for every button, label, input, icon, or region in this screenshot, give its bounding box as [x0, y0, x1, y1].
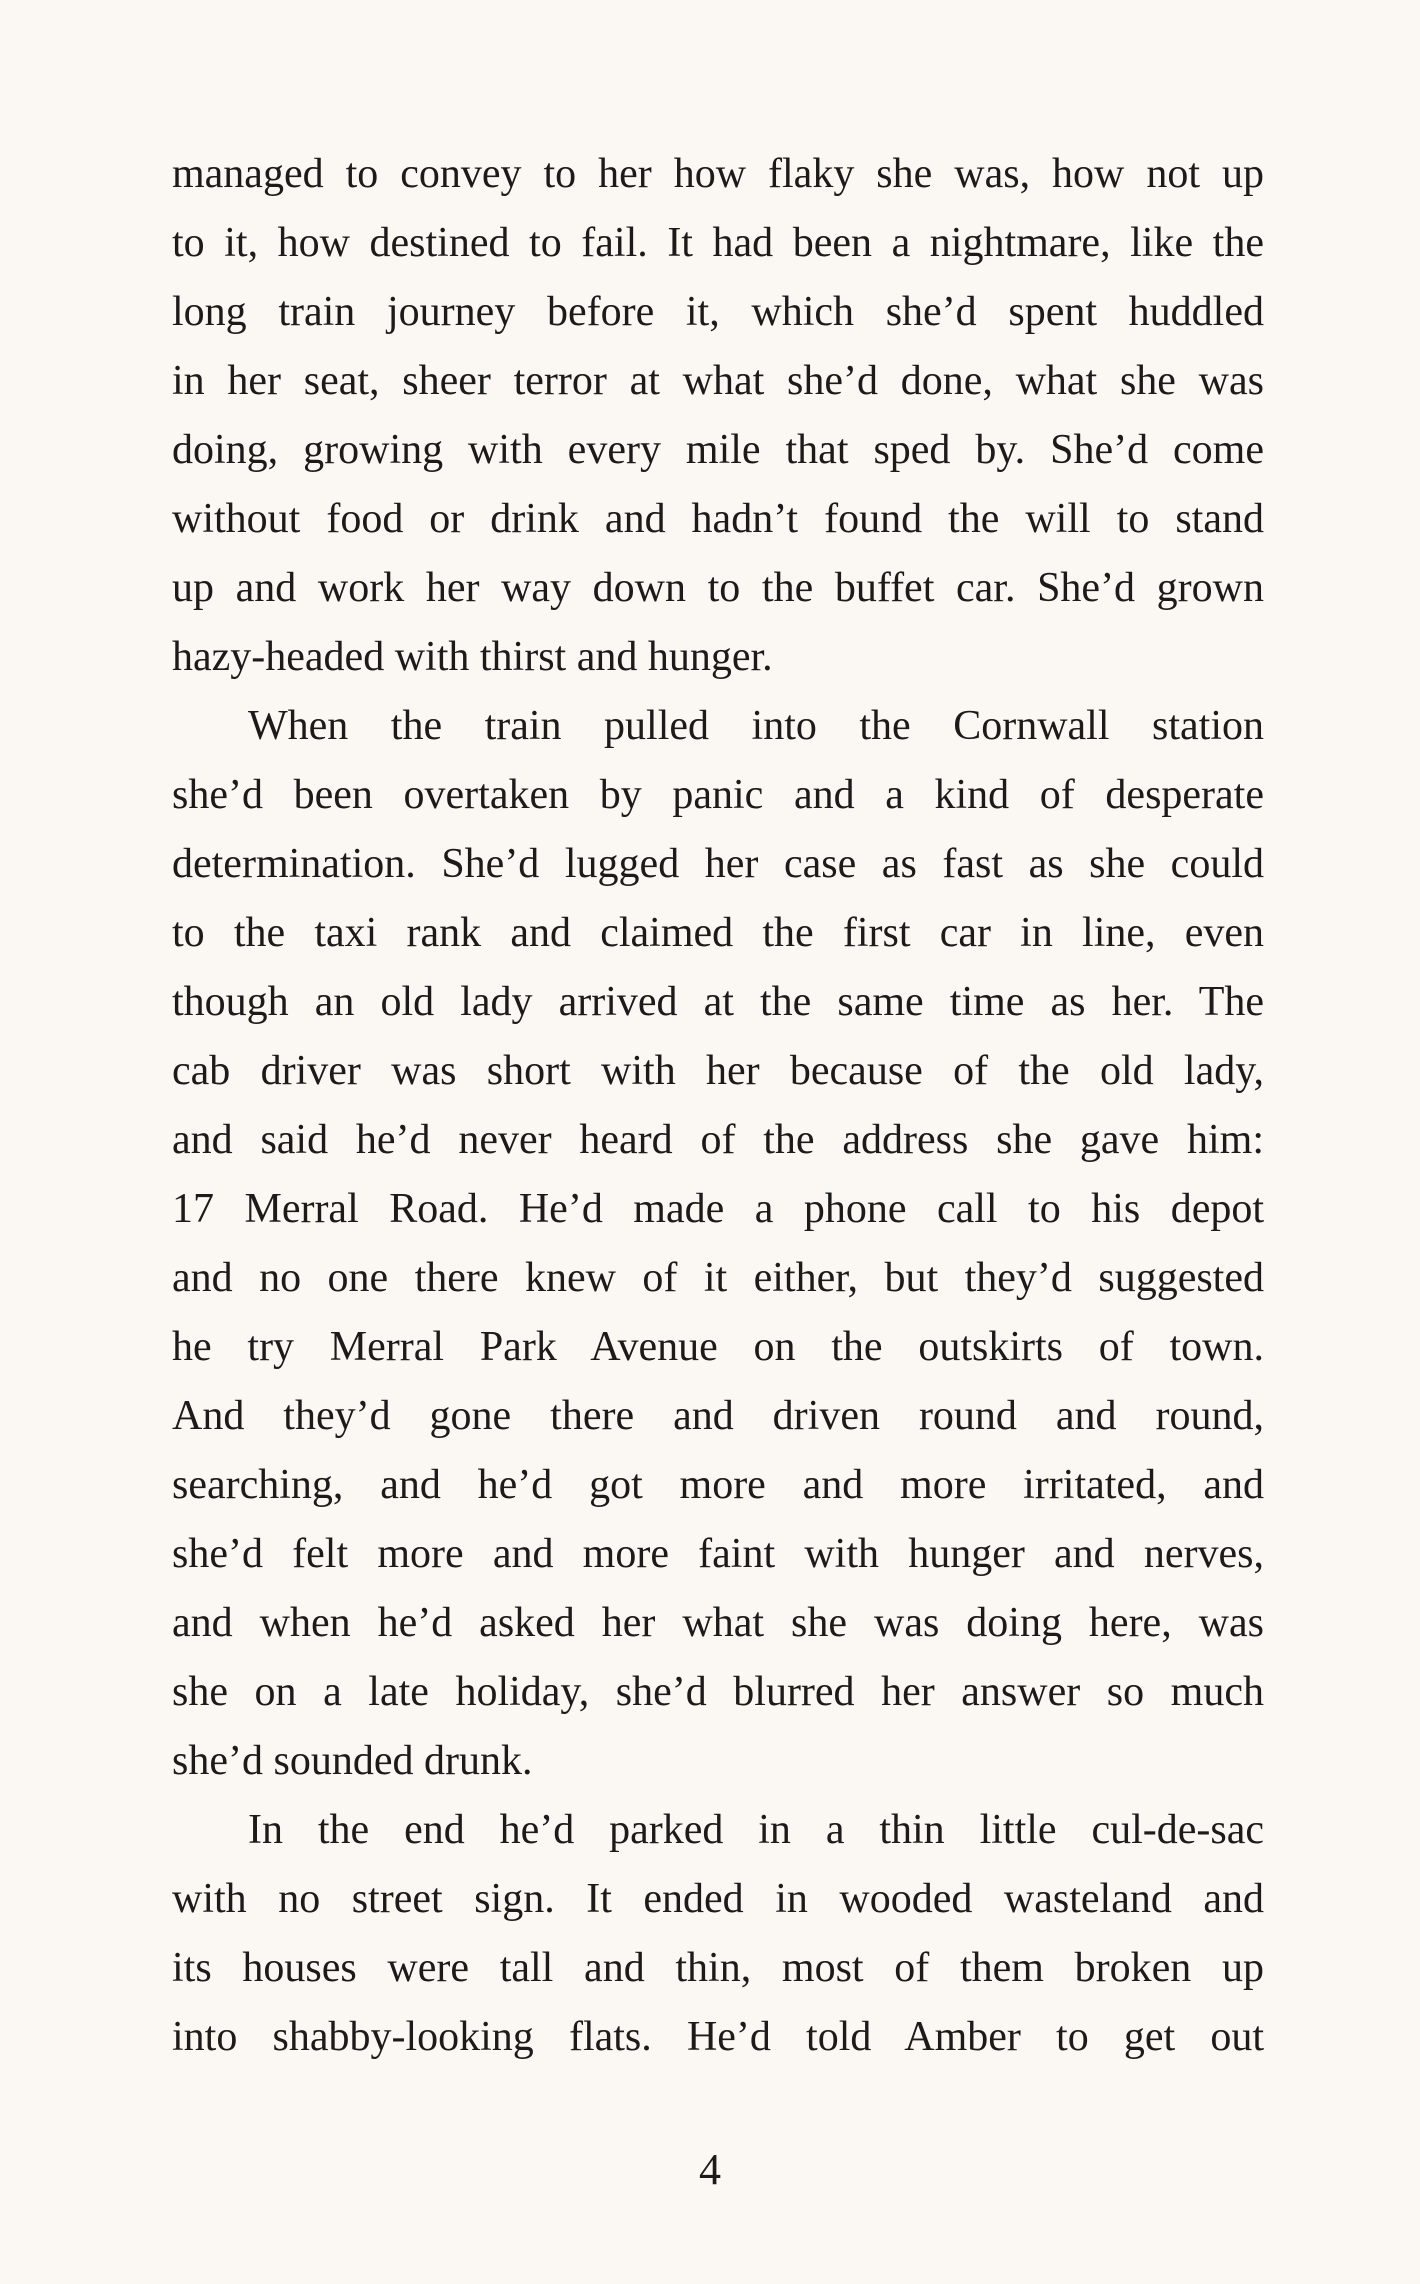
- text-line: cab driver was short with her because of the old lady,: [172, 1048, 1264, 1094]
- text-line: and no one there knew of it either, but they’d suggested: [172, 1255, 1264, 1301]
- text-line: he try Merral Park Avenue on the outskirts of town.: [172, 1324, 1264, 1370]
- text-line: 17 Merral Road. He’d made a phone call to his depot: [172, 1186, 1264, 1232]
- text-line: in her seat, sheer terror at what she’d done, what she was: [172, 358, 1264, 404]
- text-line: managed to convey to her how flaky she was, how not up: [172, 151, 1264, 197]
- text-line: determination. She’d lugged her case as fast as she could: [172, 841, 1264, 887]
- text-line: to it, how destined to fail. It had been a nightmare, like the: [172, 220, 1264, 266]
- text-line: she’d sounded drunk.: [172, 1738, 533, 1784]
- text-line: searching, and he’d got more and more irritated, and: [172, 1462, 1264, 1508]
- text-line: without food or drink and hadn’t found the will to stand: [172, 496, 1264, 542]
- text-line: and said he’d never heard of the address she gave him:: [172, 1117, 1264, 1163]
- text-line: though an old lady arrived at the same time as her. The: [172, 979, 1264, 1025]
- text-line: When the train pulled into the Cornwall station: [248, 703, 1264, 749]
- page-text: [172, 140, 1264, 2140]
- text-line: and when he’d asked her what she was doing here, was: [172, 1600, 1264, 1646]
- text-line: to the taxi rank and claimed the first car in line, even: [172, 910, 1264, 956]
- text-line: hazy-headed with thirst and hunger.: [172, 634, 773, 680]
- text-line: long train journey before it, which she’d spent huddled: [172, 289, 1264, 335]
- text-line: with no street sign. It ended in wooded wasteland and: [172, 1876, 1264, 1922]
- text-line: up and work her way down to the buffet car. She’d grown: [172, 565, 1264, 611]
- text-line: she’d been overtaken by panic and a kind of desperate: [172, 772, 1264, 818]
- text-line: doing, growing with every mile that sped by. She’d come: [172, 427, 1264, 473]
- page-number: 4: [699, 2145, 721, 2194]
- text-line: she on a late holiday, she’d blurred her answer so much: [172, 1669, 1264, 1715]
- text-line: into shabby-looking flats. He’d told Amber to get out: [172, 2014, 1264, 2060]
- text-line: In the end he’d parked in a thin little cul-de-sac: [248, 1807, 1264, 1853]
- text-line: she’d felt more and more faint with hunger and nerves,: [172, 1531, 1264, 1577]
- text-line: its houses were tall and thin, most of them broken up: [172, 1945, 1264, 1991]
- text-line: And they’d gone there and driven round and round,: [172, 1393, 1264, 1439]
